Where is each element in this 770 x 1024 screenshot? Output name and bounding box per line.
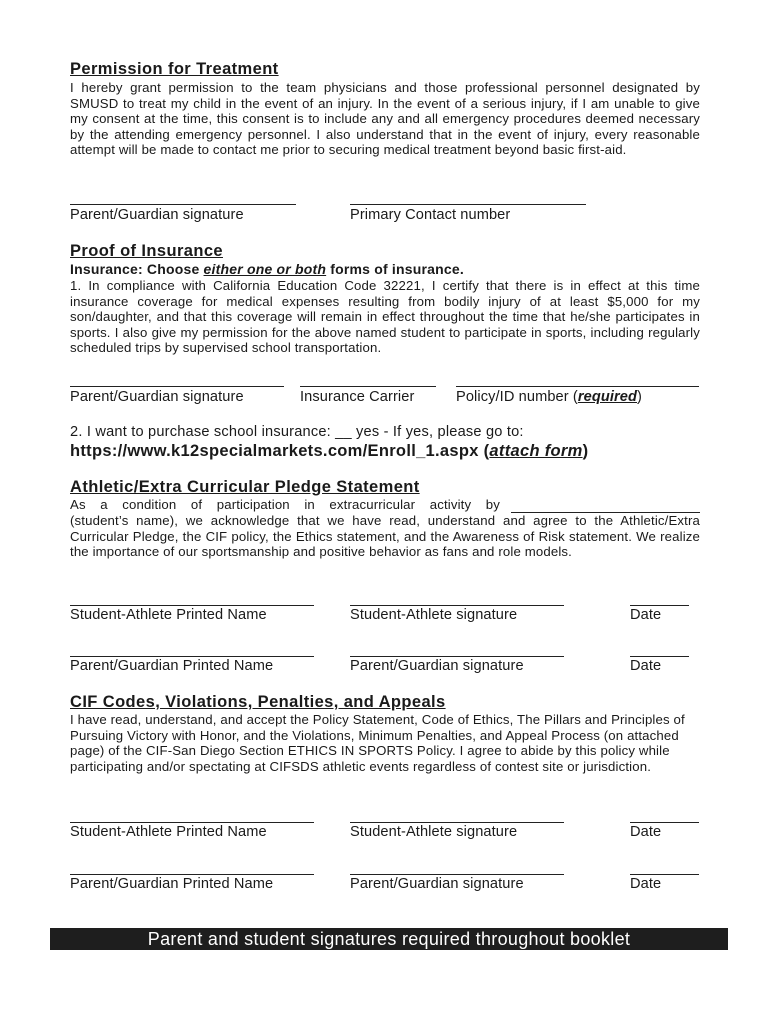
insurance-signature-line[interactable] [70, 386, 284, 387]
pledge-parent-signature-label: Parent/Guardian signature [350, 658, 524, 674]
insurance-paren-close: ) [582, 442, 589, 460]
insurance-subheading-pre: Insurance: Choose [70, 261, 204, 277]
cif-date-label-1: Date [630, 824, 662, 840]
pledge-student-printed-label: Student-Athlete Printed Name [70, 607, 267, 623]
insurance-heading: Proof of Insurance [70, 242, 223, 260]
pledge-parent-printed-label: Parent/Guardian Printed Name [70, 658, 274, 674]
treatment-signature-line[interactable] [70, 204, 296, 205]
pledge-parent-printed-line[interactable] [70, 656, 314, 657]
cif-student-printed-line[interactable] [70, 822, 314, 823]
treatment-heading: Permission for Treatment [70, 60, 279, 78]
cif-parent-signature-label: Parent/Guardian signature [350, 876, 524, 892]
pledge-parent-signature-line[interactable] [350, 656, 564, 657]
cif-date-label-2: Date [630, 876, 662, 892]
insurance-paren-open: ( [478, 442, 490, 460]
pledge-body: (student’s name), we acknowledge that we have read, understand and agree to the Athletic/Extra Curricular Pledge, the CIF policy, the Ethics statement, and the Awareness of Risk statement. We realize the importance of our sportsmanship and positive behavior as fans and role models. [70, 513, 700, 560]
insurance-policy-label [456, 389, 642, 405]
pledge-date-line-2[interactable] [630, 656, 689, 657]
cif-parent-printed-line[interactable] [70, 874, 314, 875]
insurance-url-line [70, 442, 588, 461]
insurance-subheading [70, 261, 464, 277]
treatment-contact-line[interactable] [350, 204, 586, 205]
cif-student-signature-line[interactable] [350, 822, 564, 823]
signature-required-banner: Parent and student signatures required throughout booklet [50, 928, 728, 950]
insurance-policy-label-post: ) [637, 389, 642, 405]
pledge-heading: Athletic/Extra Curricular Pledge Statement [70, 478, 420, 496]
pledge-student-printed-line[interactable] [70, 605, 314, 606]
treatment-contact-label: Primary Contact number [350, 207, 511, 223]
pledge-student-signature-line[interactable] [350, 605, 564, 606]
cif-student-signature-label: Student-Athlete signature [350, 824, 518, 840]
cif-student-printed-label: Student-Athlete Printed Name [70, 824, 267, 840]
cif-parent-signature-line[interactable] [350, 874, 564, 875]
insurance-subheading-emphasis: either one or both [203, 261, 327, 277]
cif-date-line-2[interactable] [630, 874, 699, 875]
insurance-policy-required: required [577, 389, 638, 405]
treatment-body: I hereby grant permission to the team physicians and those professional personnel designated by SMUSD to treat my child in the event of an injury. In the event of a serious injury, if I am unable to give my consent at the time, this consent is to include any and all emergency procedures deemed necessary by the attending emergency personnel. I also understand that in the event of injury, every reasonable attempt will be made to contact me prior to securing medical treatment beyond basic first-aid. [70, 80, 700, 158]
pledge-date-label-1: Date [630, 607, 662, 623]
cif-parent-printed-label: Parent/Guardian Printed Name [70, 876, 274, 892]
insurance-signature-label: Parent/Guardian signature [70, 389, 244, 405]
cif-date-line-1[interactable] [630, 822, 699, 823]
pledge-student-signature-label: Student-Athlete signature [350, 607, 518, 623]
insurance-item-1: 1. In compliance with California Education Code 32221, I certify that there is in effect at this time insurance coverage for medical expenses resulting from bodily injury of at least $5,000 for my son/daughter, and that this coverage will remain in effect throughout the time that he/she participates in sports. I also give my permission for the above named student to participate in sports, including regularly scheduled trips by supervised school transportation. [70, 278, 700, 356]
treatment-signature-label: Parent/Guardian signature [70, 207, 244, 223]
pledge-date-label-2: Date [630, 658, 662, 674]
insurance-subheading-post: forms of insurance. [326, 261, 464, 277]
insurance-item-2: 2. I want to purchase school insurance: __ yes - If yes, please go to: [70, 424, 524, 440]
insurance-carrier-line[interactable] [300, 386, 436, 387]
insurance-enroll-link[interactable]: https://www.k12specialmarkets.com/Enroll_1.aspx [70, 442, 479, 460]
cif-heading: CIF Codes, Violations, Penalties, and Appeals [70, 693, 446, 711]
insurance-attach-form: attach form [489, 442, 583, 460]
cif-body: I have read, understand, and accept the Policy Statement, Code of Ethics, The Pillars and Principles of Pursuing Victory with Honor, and the Violations, Minimum Penalties, and Appeal Process (on attached page) of the CIF-San Diego Section ETHICS IN SPORTS Policy. I agree to abide by this policy while participating and/or spectating at CIFSDS athletic events regardless of contest site or jurisdiction. [70, 712, 685, 774]
insurance-carrier-label: Insurance Carrier [300, 389, 415, 405]
insurance-policy-label-pre: Policy/ID number ( [456, 389, 578, 405]
pledge-line-1: As a condition of participation in extracurricular activity by [70, 497, 500, 512]
pledge-date-line-1[interactable] [630, 605, 689, 606]
insurance-policy-line[interactable] [456, 386, 699, 387]
